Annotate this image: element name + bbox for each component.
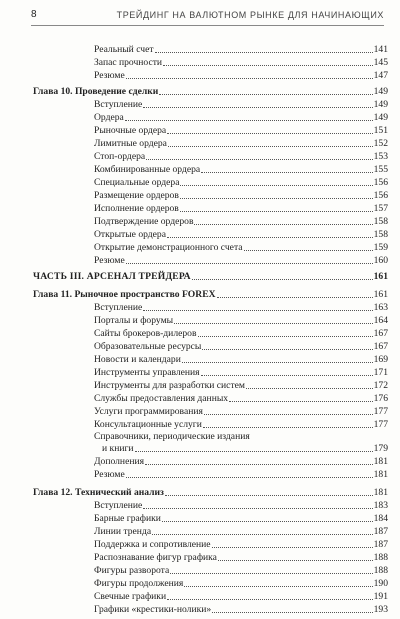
toc-entry: Инструменты управления 171 — [94, 367, 388, 378]
toc-entry: Исполнение ордеров 157 — [94, 203, 388, 214]
toc-entry: Стоп-ордера 153 — [94, 151, 388, 162]
toc-entry: Открытие демонстрационного счета 159 — [94, 242, 388, 253]
toc-entry: Сайты брокеров-дилеров 167 — [94, 328, 388, 339]
toc-entry: Специальные ордера 156 — [94, 177, 388, 188]
toc-entry: Порталы и форумы 164 — [94, 315, 388, 326]
toc-entry: Барные графики 184 — [94, 513, 388, 524]
toc-entry: Вступление 163 — [94, 302, 388, 313]
toc-entry: Лимитные ордера 152 — [94, 138, 388, 149]
toc-entry: Размещение ордеров 156 — [94, 190, 388, 201]
toc-entry: Распознавание фигур графика 188 — [94, 552, 388, 563]
toc-entry: Графики «крестики-нолики» 193 — [94, 604, 388, 615]
toc-entry: Открытые ордера 158 — [94, 229, 388, 240]
toc-entry: Новости и календари 169 — [94, 354, 388, 365]
toc-entry: Службы предоставления данных 176 — [94, 393, 388, 404]
toc-entry: и книги 179 — [102, 443, 388, 454]
toc-entry: Резюме 160 — [94, 255, 388, 266]
toc-entry: Запас прочности 145 — [94, 57, 388, 68]
toc-entry: Подтверждение ордеров 158 — [94, 216, 388, 227]
toc-entry: Вступление 149 — [94, 99, 388, 110]
toc-entry: Ордера 149 — [94, 112, 388, 123]
toc-entry: Резюме 181 — [94, 469, 388, 480]
toc-entry: Инструменты для разработки систем 172 — [94, 380, 388, 391]
toc-part: ЧАСТЬ III. АРСЕНАЛ ТРЕЙДЕРА 161 — [33, 271, 388, 282]
toc-entry: Фигуры разворота 188 — [94, 565, 388, 576]
toc-entry: Рыночные ордера 151 — [94, 125, 388, 136]
toc-entry: Резюме 147 — [94, 70, 388, 81]
running-title: ТРЕЙДИНГ НА ВАЛЮТНОМ РЫНКЕ ДЛЯ НАЧИНАЮЩИХ — [116, 10, 384, 20]
toc-chapter: Глава 11. Рыночное пространство FOREX 161 — [33, 289, 388, 300]
toc-entry: Вступление 183 — [94, 500, 388, 511]
toc-entry: Дополнения 181 — [94, 456, 388, 467]
toc-chapter: Глава 10. Проведение сделки 149 — [33, 86, 388, 97]
toc-entry: Услуги программирования 177 — [94, 406, 388, 417]
toc-entry: Образовательные ресурсы 167 — [94, 341, 388, 352]
toc-entry: Линии тренда 187 — [94, 526, 388, 537]
toc-chapter: Глава 12. Технический анализ 181 — [33, 487, 388, 498]
toc-entry-first-line: Справочники, периодические издания — [94, 431, 250, 442]
toc-entry: Реальный счет 141 — [94, 44, 388, 55]
toc-entry: Консультационные услуги 177 — [94, 419, 388, 430]
toc-entry: Комбинированные ордера 155 — [94, 164, 388, 175]
toc-entry: Фигуры продолжения 190 — [94, 578, 388, 589]
toc-entry: Свечные графики 191 — [94, 591, 388, 602]
toc-entry: Поддержка и сопротивление 187 — [94, 539, 388, 550]
page-number: 8 — [31, 9, 37, 20]
